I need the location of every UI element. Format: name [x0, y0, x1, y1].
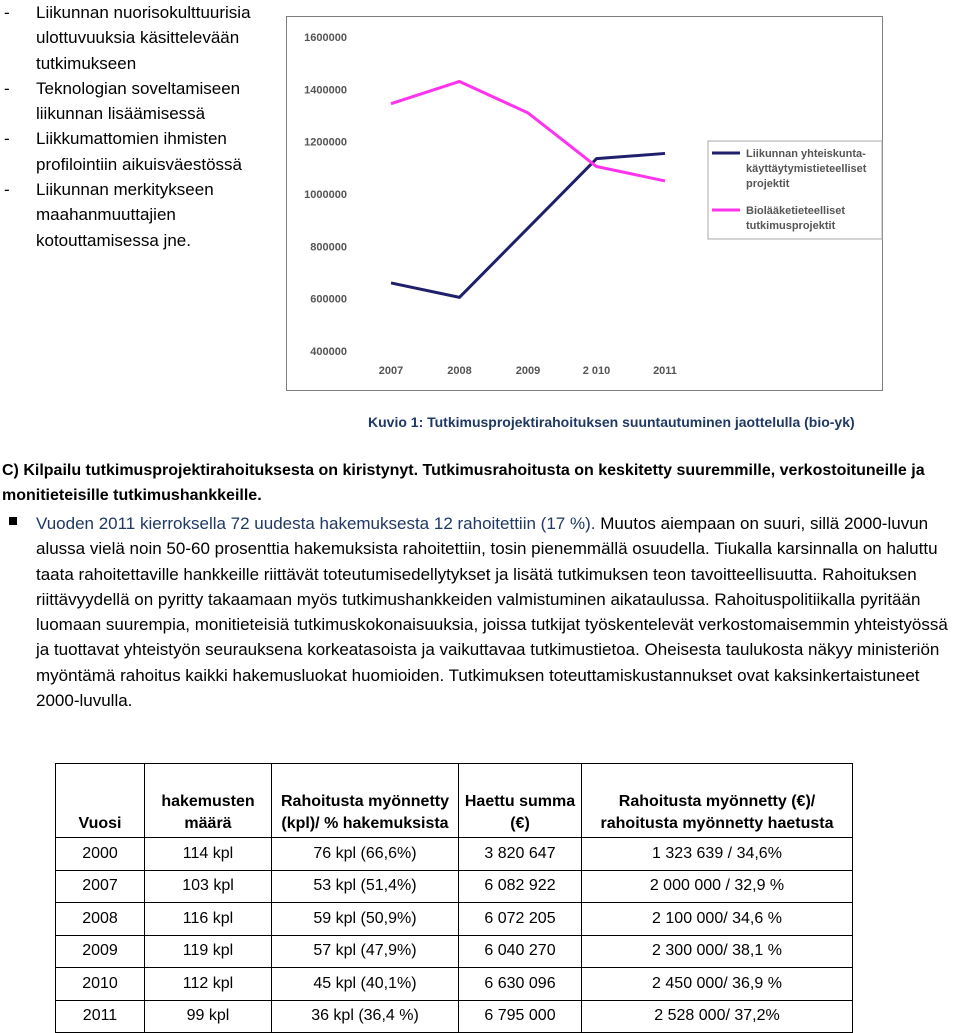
y-tick-label: 400000 — [310, 346, 347, 358]
table-cell: 53 kpl (51,4%) — [272, 870, 459, 903]
table-cell: 36 kpl (36,4 %) — [272, 1000, 459, 1033]
bullet-item — [4, 76, 274, 127]
x-tick-label: 2009 — [515, 365, 541, 377]
table-row — [56, 968, 853, 1001]
paragraph-lead: Vuoden 2011 kierroksella 72 uudesta hakemuksesta 12 rahoitettiin (17 %). — [36, 514, 596, 533]
y-tick-label: 1200000 — [304, 136, 347, 149]
table-cell: 76 kpl (66,6%) — [272, 838, 459, 871]
bullet-dash: - — [4, 78, 10, 98]
legend-label: Biolääketieteelliset tutkimusprojektit — [746, 205, 846, 232]
table-cell: 3 820 647 — [459, 838, 582, 871]
table-cell: 1 323 639 / 34,6% — [582, 838, 853, 871]
table-cell: 119 kpl — [145, 935, 272, 968]
table-cell: 2008 — [56, 903, 145, 936]
table-cell: 6 795 000 — [459, 1000, 582, 1033]
table-row — [56, 903, 853, 936]
x-tick-label: 2 010 — [582, 365, 611, 377]
y-tick-label: 1400000 — [304, 84, 347, 97]
series-line-1 — [391, 153, 665, 297]
table-cell: 2 300 000/ 38,1 % — [582, 935, 853, 968]
table-cell: 6 082 922 — [459, 870, 582, 903]
table-row — [56, 838, 853, 871]
table-cell: 2011 — [56, 1000, 145, 1033]
paragraph-rest: Muutos aiempaan on suuri, sillä 2000-luvun alussa vielä noin 50-60 prosenttia hakemuksista rahoitettiin, tosin pienemmällä osuudella. Tiukalla karsinnalla on haluttu taata rahoitettaville hankkeille riittävät toteutumisedellytykset ja lisätä tutkimuksen teon tavoitteellisuutta. Rahoituksen riittävyydellä on pyritty takaamaan myös tutkimushankkeiden valmistuminen aikataulussa. Rahoituspolitiikalla pyritään luomaan suurempia, monitieteisiä tutkimuskokonaisuuksia, joissa tutkijat työskentelevät verkostomaisemmin yhteistyössä ja tuottavat yhteistyön seurauksena korkeatasoista ja vaikuttavaa tutkimustietoa. Oheisesta taulukosta näkyy ministeriön myöntämä rahoitus kaikki hakemusluokat huomioiden. Tutkimuksen toteuttamiskustannukset ovat kaksinkertaistuneet 2000-luvulla. — [36, 514, 948, 711]
table-header-row — [56, 764, 853, 838]
table-cell: 2010 — [56, 968, 145, 1001]
header-funded-count: Rahoitusta myönnetty (kpl)/ % hakemuksista — [272, 764, 459, 838]
bullet-text: Liikunnan merkitykseen maahanmuuttajien kotouttamisessa jne. — [36, 180, 214, 250]
table-cell: 6 040 270 — [459, 935, 582, 968]
table-cell: 2009 — [56, 935, 145, 968]
table-body — [56, 838, 853, 1033]
series-line-2 — [391, 81, 665, 180]
legend-label: Liikunnan yhteiskunta-käyttäytymistieteelliset projektit — [746, 148, 867, 190]
body-paragraph — [36, 511, 958, 713]
table-cell: 2 100 000/ 34,6 % — [582, 903, 853, 936]
bullet-item — [4, 126, 274, 177]
header-requested: Haettu summa (€) — [459, 764, 582, 838]
funding-table — [55, 763, 853, 1033]
section-heading: C) Kilpailu tutkimusprojektirahoituksesta on kiristynyt. Tutkimusrahoitusta on keskitetty suuremmille, verkostoituneille ja monitieteisille tutkimushankkeille. — [2, 462, 925, 504]
table-cell: 2007 — [56, 870, 145, 903]
table-cell: 114 kpl — [145, 838, 272, 871]
y-tick-label: 600000 — [310, 293, 347, 306]
y-tick-label: 800000 — [310, 241, 347, 254]
funding-line-chart — [286, 16, 883, 391]
x-tick-label: 2007 — [378, 365, 404, 377]
table-cell: 99 kpl — [145, 1000, 272, 1033]
bullet-text: Teknologian soveltamiseen liikunnan lisäämisessä — [36, 78, 241, 124]
table-cell: 103 kpl — [145, 870, 272, 903]
table-cell: 112 kpl — [145, 968, 272, 1001]
table-cell: 6 630 096 — [459, 968, 582, 1001]
header-year: Vuosi — [56, 764, 145, 838]
table-row — [56, 935, 853, 968]
x-tick-label: 2011 — [653, 365, 677, 377]
figure-caption: Kuvio 1: Tutkimusprojektirahoituksen suuntautuminen jaottelulla (bio-yk) — [368, 414, 855, 430]
bullet-list — [4, 0, 274, 253]
table-cell: 59 kpl (50,9%) — [272, 903, 459, 936]
x-tick-label: 2008 — [447, 365, 472, 377]
chart-svg — [287, 17, 884, 392]
y-tick-label: 1600000 — [304, 32, 347, 44]
table-cell: 57 kpl (47,9%) — [272, 935, 459, 968]
bullet-dash: - — [4, 129, 10, 149]
table-cell: 2 000 000 / 32,9 % — [582, 870, 853, 903]
table-cell: 45 kpl (40,1%) — [272, 968, 459, 1001]
table-cell: 2 450 000/ 36,9 % — [582, 968, 853, 1001]
header-applications: hakemusten määrä — [145, 764, 272, 838]
bullet-dash: - — [4, 180, 10, 200]
table-cell: 2000 — [56, 838, 145, 871]
square-bullet-icon — [9, 517, 17, 525]
table-row — [56, 870, 853, 903]
header-granted: Rahoitusta myönnetty (€)/ rahoitusta myönnetty haetusta — [582, 764, 853, 838]
table-cell: 6 072 205 — [459, 903, 582, 936]
table-cell: 2 528 000/ 37,2% — [582, 1000, 853, 1033]
table-cell: 116 kpl — [145, 903, 272, 936]
table-row — [56, 1000, 853, 1033]
bullet-text: Liikunnan nuorisokulttuurisia ulottuvuuksia käsittelevään tutkimukseen — [36, 3, 251, 73]
bullet-item — [4, 0, 274, 76]
y-tick-label: 1000000 — [304, 189, 347, 201]
bullet-item — [4, 177, 274, 253]
bullet-dash: - — [4, 3, 10, 22]
bullet-text: Liikkumattomien ihmisten profilointiin aikuisväestössä — [36, 129, 242, 174]
